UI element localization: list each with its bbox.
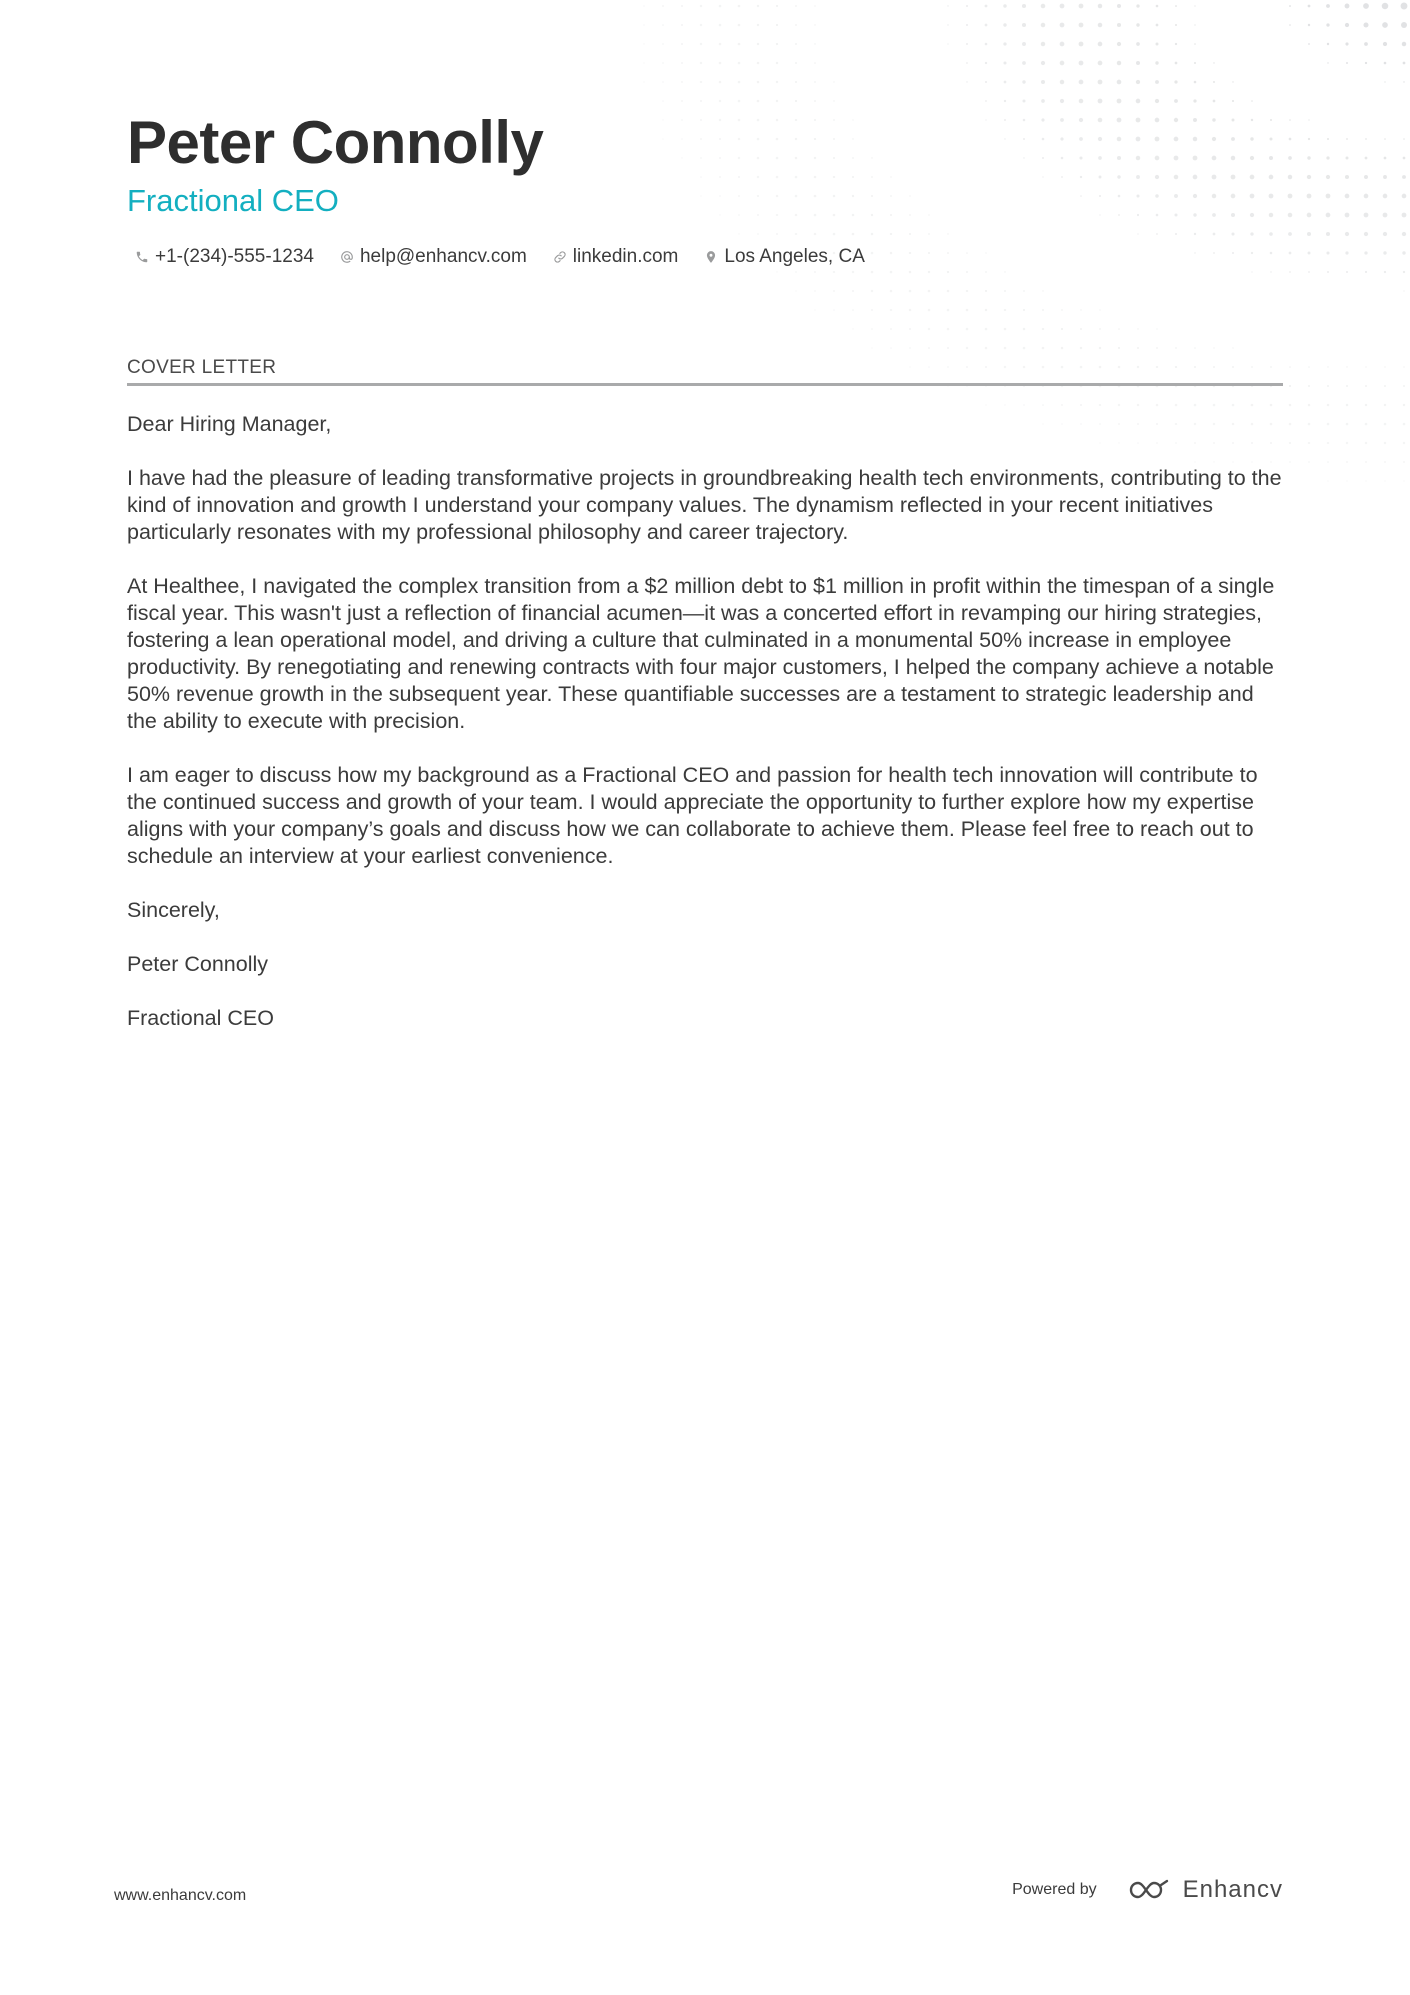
letter-paragraph: I have had the pleasure of leading transformative projects in groundbreaking health tech environments, contributing to the kind of innovation and growth I understand your company values. The dynamism reflected in your recent initiatives particularly resonates with my professional philosophy and career trajectory. (127, 466, 1282, 544)
candidate-name: Peter Connolly (127, 109, 544, 176)
letter-greeting: Dear Hiring Manager, (127, 412, 332, 436)
footer-website-link[interactable]: www.enhancv.com (114, 1887, 247, 1904)
contact-email-text: help@enhancv.com (359, 246, 527, 267)
contact-linkedin[interactable] (553, 246, 679, 268)
letter-paragraph: At Healthee, I navigated the complex transition from a $2 million debt to $1 million in profit within the timespan of a single fiscal year. This wasn't just a reflection of financial acumen—it was a concerted effort in revamping our hiring strategies, fostering a lean operational model, and driving a culture that culminated in a monumental 50% increase in employee productivity. By renegotiating and renewing contracts with four major customers, I helped the company achieve a notable 50% revenue growth in the subsequent year. These quantifiable successes are a testament to strategic leadership and the ability to execute with precision. (127, 574, 1275, 733)
powered-by-label: Powered by (1012, 1881, 1097, 1898)
enhancv-logo-text: Enhancv (1182, 1876, 1283, 1903)
contact-linkedin-text: linkedin.com (572, 246, 679, 267)
contact-bar (135, 246, 891, 268)
letter-body (127, 411, 1283, 1059)
contact-location (704, 246, 864, 268)
section-divider (127, 383, 1283, 386)
contact-phone[interactable] (135, 246, 314, 268)
letter-closing: Sincerely, (127, 898, 220, 922)
section-title-cover-letter: COVER LETTER (127, 357, 277, 378)
enhancv-logo-icon (1125, 1878, 1171, 1902)
contact-email[interactable] (340, 246, 527, 268)
candidate-role: Fractional CEO (127, 183, 339, 218)
signature-title: Fractional CEO (127, 1006, 274, 1030)
letter-paragraph: I am eager to discuss how my background as a Fractional CEO and passion for health tech innovation will contribute to the continued success and growth of your team. I would appreciate the opportunity to further explore how my expertise aligns with your company’s goals and discuss how we can collaborate to achieve them. Please feel free to reach out to schedule an interview at your earliest convenience. (127, 763, 1258, 868)
at-icon (340, 250, 354, 264)
footer-brand[interactable] (1012, 1876, 1283, 1904)
contact-phone-text: +1-(234)-555-1234 (155, 246, 314, 267)
location-pin-icon (704, 250, 718, 264)
signature-name: Peter Connolly (127, 952, 269, 976)
contact-location-text: Los Angeles, CA (724, 246, 865, 267)
link-icon (553, 250, 567, 264)
phone-icon (135, 250, 149, 264)
